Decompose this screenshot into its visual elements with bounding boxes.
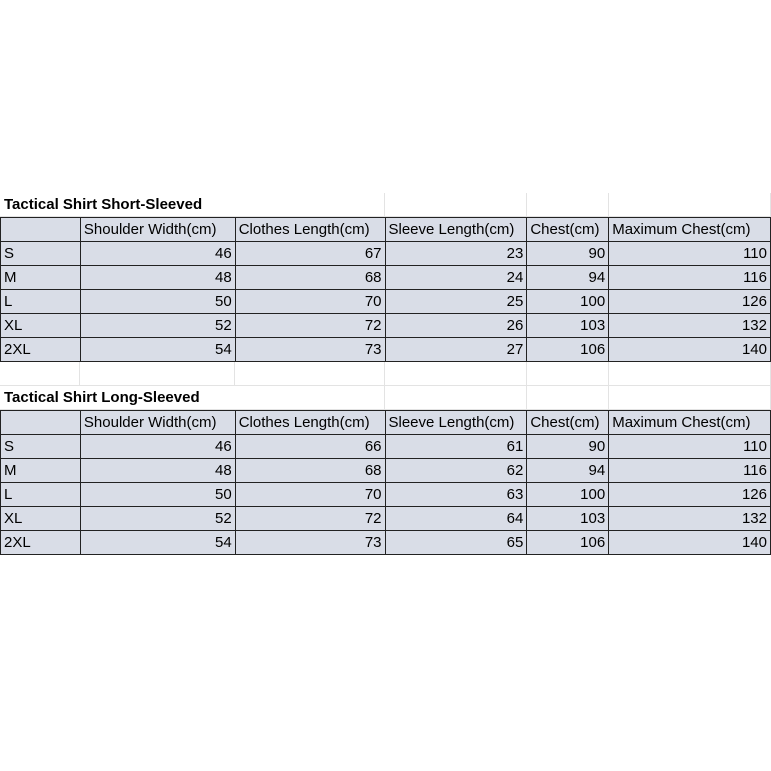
value-cell[interactable]: 100: [527, 290, 609, 314]
value-cell[interactable]: 90: [527, 435, 609, 459]
size-table-long-sleeved: [0, 410, 771, 555]
size-cell[interactable]: 2XL: [1, 531, 81, 555]
value-cell[interactable]: 48: [81, 266, 236, 290]
size-cell[interactable]: S: [1, 242, 81, 266]
value-cell[interactable]: 110: [609, 435, 771, 459]
value-cell[interactable]: 54: [81, 338, 236, 362]
size-table-short-sleeved: [0, 217, 771, 362]
value-cell[interactable]: 103: [527, 314, 609, 338]
value-cell[interactable]: 90: [527, 242, 609, 266]
table-row: [1, 459, 771, 483]
value-cell[interactable]: 54: [81, 531, 236, 555]
value-cell[interactable]: 140: [609, 338, 771, 362]
value-cell[interactable]: 106: [527, 531, 609, 555]
table-row: [1, 290, 771, 314]
table-header-row: [1, 218, 771, 242]
value-cell[interactable]: 72: [236, 507, 386, 531]
value-cell[interactable]: 103: [527, 507, 609, 531]
value-cell[interactable]: 24: [386, 266, 528, 290]
value-cell[interactable]: 23: [386, 242, 528, 266]
size-cell[interactable]: M: [1, 266, 81, 290]
spreadsheet: [0, 193, 771, 555]
empty-row: [0, 362, 771, 386]
value-cell[interactable]: 50: [81, 483, 236, 507]
value-cell[interactable]: 70: [236, 290, 386, 314]
size-cell[interactable]: L: [1, 290, 81, 314]
size-cell[interactable]: L: [1, 483, 81, 507]
header-cell[interactable]: Chest(cm): [527, 411, 609, 435]
table-row: [1, 314, 771, 338]
value-cell[interactable]: 52: [81, 507, 236, 531]
value-cell[interactable]: 63: [386, 483, 528, 507]
value-cell[interactable]: 50: [81, 290, 236, 314]
header-cell[interactable]: Sleeve Length(cm): [386, 218, 528, 242]
value-cell[interactable]: 68: [236, 266, 386, 290]
table-row: [1, 266, 771, 290]
table-row: [1, 507, 771, 531]
value-cell[interactable]: 94: [527, 266, 609, 290]
size-cell[interactable]: XL: [1, 507, 81, 531]
value-cell[interactable]: 46: [81, 242, 236, 266]
value-cell[interactable]: 62: [386, 459, 528, 483]
value-cell[interactable]: 27: [386, 338, 528, 362]
size-cell[interactable]: 2XL: [1, 338, 81, 362]
value-cell[interactable]: 73: [236, 338, 386, 362]
value-cell[interactable]: 73: [236, 531, 386, 555]
table-title-row: [0, 386, 771, 410]
header-cell[interactable]: Shoulder Width(cm): [81, 218, 236, 242]
table-row: [1, 338, 771, 362]
value-cell[interactable]: 46: [81, 435, 236, 459]
table-row: [1, 242, 771, 266]
value-cell[interactable]: 94: [527, 459, 609, 483]
value-cell[interactable]: 52: [81, 314, 236, 338]
value-cell[interactable]: 68: [236, 459, 386, 483]
table-title[interactable]: Tactical Shirt Short-Sleeved: [0, 193, 80, 217]
value-cell[interactable]: 106: [527, 338, 609, 362]
table-title-row: [0, 193, 771, 217]
value-cell[interactable]: 116: [609, 459, 771, 483]
header-cell[interactable]: Shoulder Width(cm): [81, 411, 236, 435]
size-cell[interactable]: M: [1, 459, 81, 483]
header-cell[interactable]: [1, 218, 81, 242]
value-cell[interactable]: 67: [236, 242, 386, 266]
table-row: [1, 435, 771, 459]
table-header-row: [1, 411, 771, 435]
value-cell[interactable]: 126: [609, 290, 771, 314]
size-cell[interactable]: S: [1, 435, 81, 459]
value-cell[interactable]: 26: [386, 314, 528, 338]
value-cell[interactable]: 72: [236, 314, 386, 338]
value-cell[interactable]: 126: [609, 483, 771, 507]
value-cell[interactable]: 132: [609, 314, 771, 338]
value-cell[interactable]: 25: [386, 290, 528, 314]
header-cell[interactable]: Chest(cm): [527, 218, 609, 242]
value-cell[interactable]: 116: [609, 266, 771, 290]
value-cell[interactable]: 66: [236, 435, 386, 459]
value-cell[interactable]: 65: [386, 531, 528, 555]
table-row: [1, 483, 771, 507]
header-cell[interactable]: Clothes Length(cm): [236, 218, 386, 242]
header-cell[interactable]: Clothes Length(cm): [236, 411, 386, 435]
value-cell[interactable]: 64: [386, 507, 528, 531]
value-cell[interactable]: 61: [386, 435, 528, 459]
value-cell[interactable]: 100: [527, 483, 609, 507]
table-row: [1, 531, 771, 555]
header-cell[interactable]: Maximum Chest(cm): [609, 411, 771, 435]
header-cell[interactable]: Sleeve Length(cm): [386, 411, 528, 435]
header-cell[interactable]: [1, 411, 81, 435]
value-cell[interactable]: 110: [609, 242, 771, 266]
value-cell[interactable]: 140: [609, 531, 771, 555]
header-cell[interactable]: Maximum Chest(cm): [609, 218, 771, 242]
table-title[interactable]: Tactical Shirt Long-Sleeved: [0, 386, 80, 410]
size-cell[interactable]: XL: [1, 314, 81, 338]
value-cell[interactable]: 48: [81, 459, 236, 483]
value-cell[interactable]: 70: [236, 483, 386, 507]
value-cell[interactable]: 132: [609, 507, 771, 531]
